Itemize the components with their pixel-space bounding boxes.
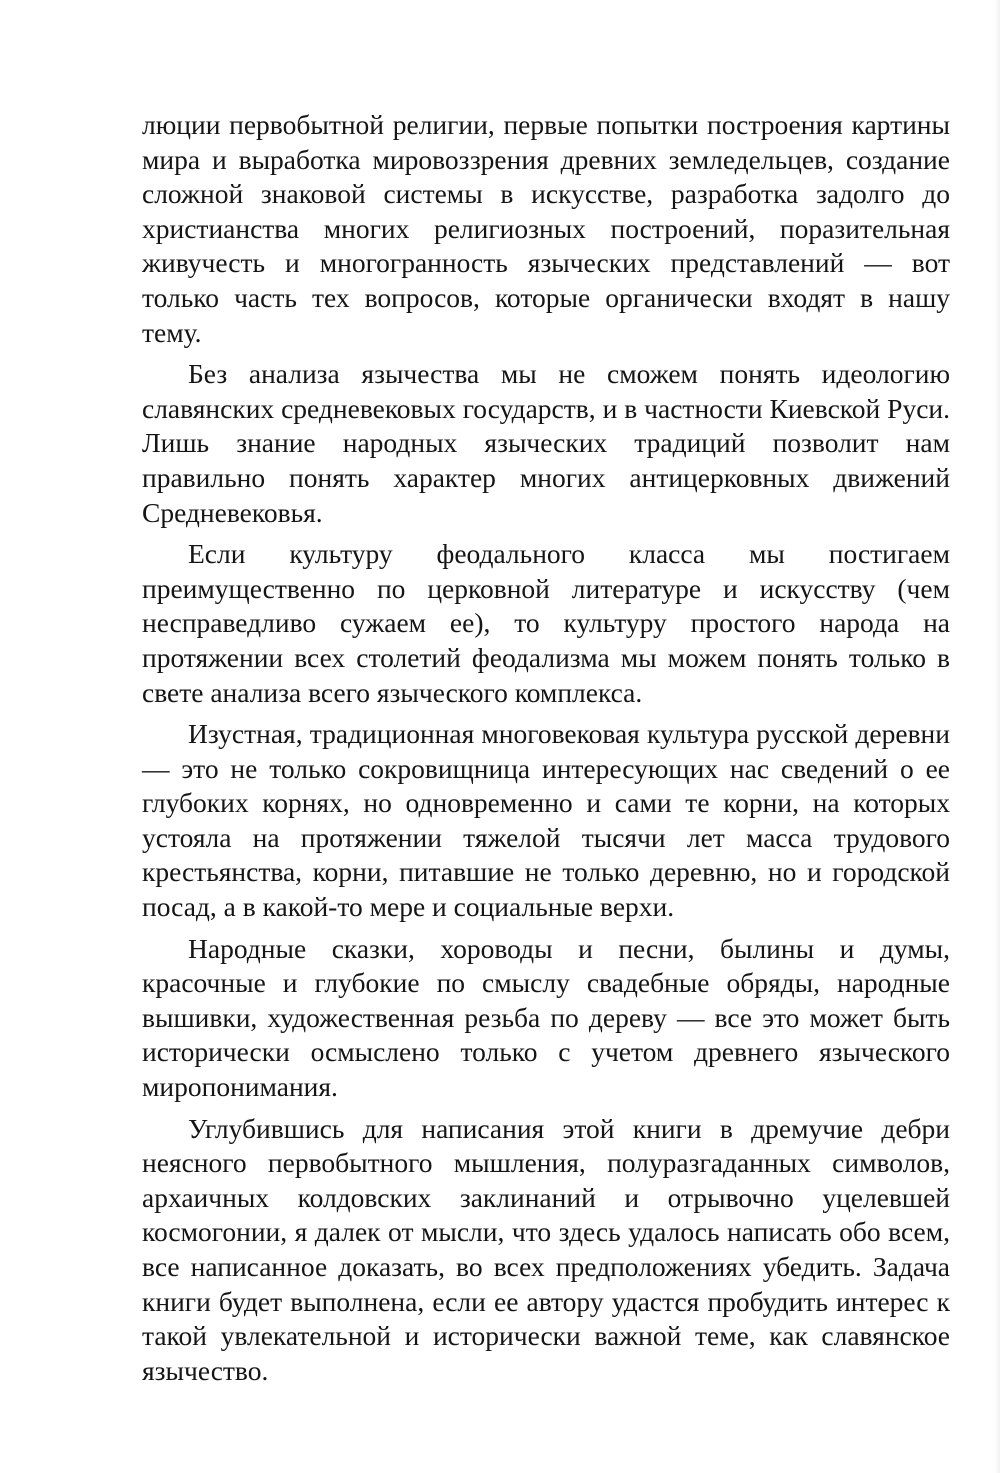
scan-edge-shadow [994,0,1000,1473]
paragraph-3: Если культуру феодального класса мы постигаем преимущественно по церковной литературе и искусству (чем несправедливо сужаем ее), то культуру простого народа на протяжении всех столетий феодализма мы можем понять только в свете анализа всего языческого комплекса. [142,538,950,708]
paragraph-continuation: люции первобытной религии, первые попытки построения картины мира и выработка мировоззрения древних земледельцев, создание сложной знаковой системы в искусстве, разработка задолго до христианства многих религиозных построений, поразительная живучесть и многогранность языческих представлений — вот только часть тех вопросов, которые органически входят в нашу тему. [142,109,950,348]
paragraph-4: Изустная, традиционная многовековая культура русской деревни — это не только сокровищница интересующих нас сведений о ее глубоких корнях, но одновременно и сами те корни, на которых устояла на протяжении тяжелой тысячи лет масса трудового крестьянства, корни, питавшие не только деревню, но и городской посад, а в какой-то мере и социальные верхи. [142,718,950,923]
paragraph-6: Углубившись для написания этой книги в дремучие дебри неясного первобытного мышления, полуразгаданных символов, архаичных колдовских заклинаний и отрывочно уцелевшей космогонии, я далек от мысли, что здесь удалось написать обо всем, все написанное доказать, во всех предположениях убедить. Задача книги будет выполнена, если ее автору удастся пробудить интерес к такой увлекательной и исторически важной теме, как славянское язычество. [142,1112,950,1386]
body-text [142,108,950,1388]
paragraph-5: Народные сказки, хороводы и песни, былины и думы, красочные и глубокие по смыслу свадебные обряды, народные вышивки, художественная резьба по дереву — все это может быть исторически осмыслено только с учетом древнего языческого миропонимания. [142,932,950,1103]
paragraph-2: Без анализа язычества мы не сможем понять идеологию славянских средневековых государств, и в частности Киевской Руси. Лишь знание народных языческих традиций позволит нам правильно понять характер многих антицерковных движений Средневековья. [142,358,950,528]
